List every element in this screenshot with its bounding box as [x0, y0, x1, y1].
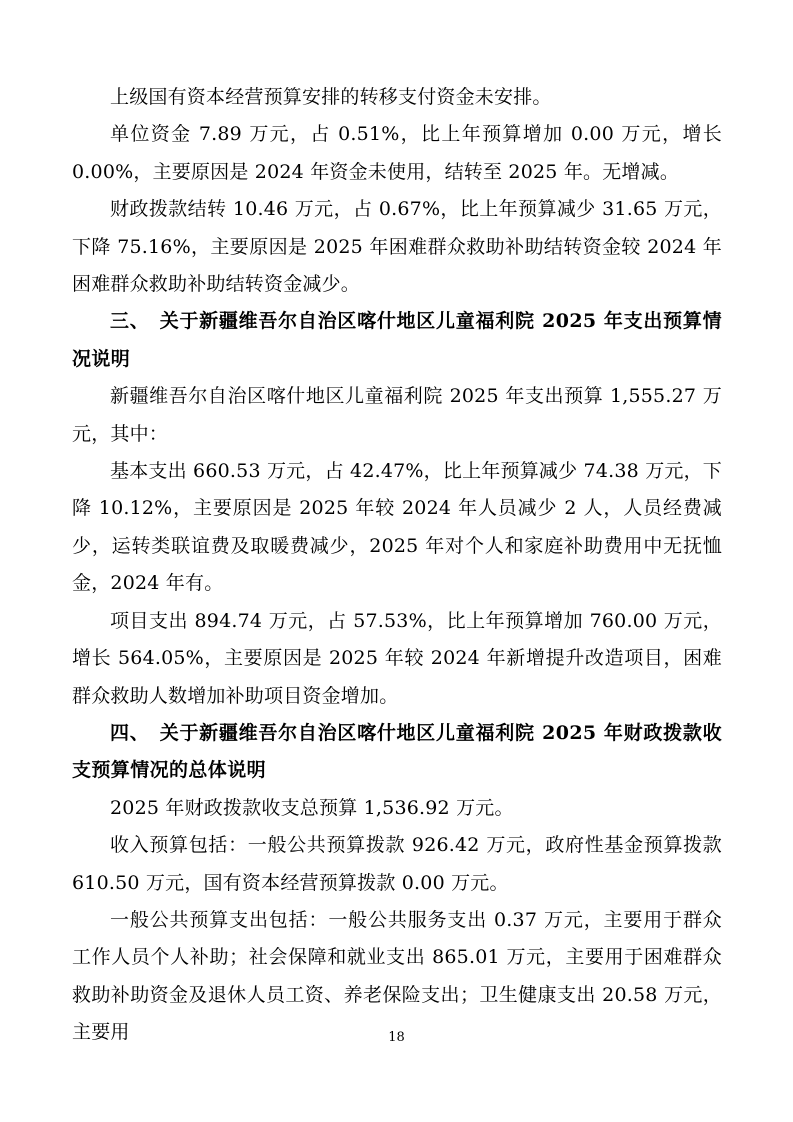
paragraph: 基本支出 660.53 万元，占 42.47%，比上年预算减少 74.38 万元，下降 10.12%，主要原因是 2025 年较 2024 年人员减少 2 人，人员经费减少，运转类联谊费及取暖费减少，2025 年对个人和家庭补助费用中无抚恤金，2024 年有。 — [72, 460, 722, 595]
paragraph: 项目支出 894.74 万元，占 57.53%，比上年预算增加 760.00 万元，增长 564.05%，主要原因是 2025 年较 2024 年新增提升改造项目，困难群众救助人数增加补助项目资金增加。 — [72, 609, 722, 707]
document-body — [72, 79, 722, 1052]
paragraph: 2025 年财政拨款收支总预算 1,536.92 万元。 — [110, 796, 514, 819]
paragraph: 财政拨款结转 10.46 万元，占 0.67%，比上年预算减少 31.65 万元，下降 75.16%，主要原因是 2025 年困难群众救助补助结转资金较 2024 年困难群众救助补助结转资金减少。 — [72, 198, 722, 296]
section-heading: 三、 关于新疆维吾尔自治区喀什地区儿童福利院 2025 年支出预算情况说明 — [72, 310, 722, 370]
section-heading: 四、 关于新疆维吾尔自治区喀什地区儿童福利院 2025 年财政拨款收支预算情况的总体说明 — [72, 721, 722, 782]
paragraph: 单位资金 7.89 万元，占 0.51%，比上年预算增加 0.00 万元，增长 0.00%，主要原因是 2024 年资金未使用，结转至 2025 年。无增减。 — [72, 123, 722, 183]
paragraph: 新疆维吾尔自治区喀什地区儿童福利院 2025 年支出预算 1,555.27 万元，其中： — [72, 385, 722, 445]
paragraph: 收入预算包括：一般公共预算拨款 926.42 万元，政府性基金预算拨款 610.50 万元，国有资本经营预算拨款 0.00 万元。 — [72, 834, 722, 894]
paragraph: 上级国有资本经营预算安排的转移支付资金未安排。 — [110, 86, 552, 108]
page-number: 18 — [388, 1030, 405, 1045]
paragraph: 一般公共预算支出包括：一般公共服务支出 0.37 万元，主要用于群众工作人员个人补助；社会保障和就业支出 865.01 万元，主要用于困难群众救助补助资金及退休人员工资、养老保险支出；卫生健康支出 20.58 万元，主要用 — [72, 908, 722, 1044]
page-footer — [0, 1030, 793, 1046]
